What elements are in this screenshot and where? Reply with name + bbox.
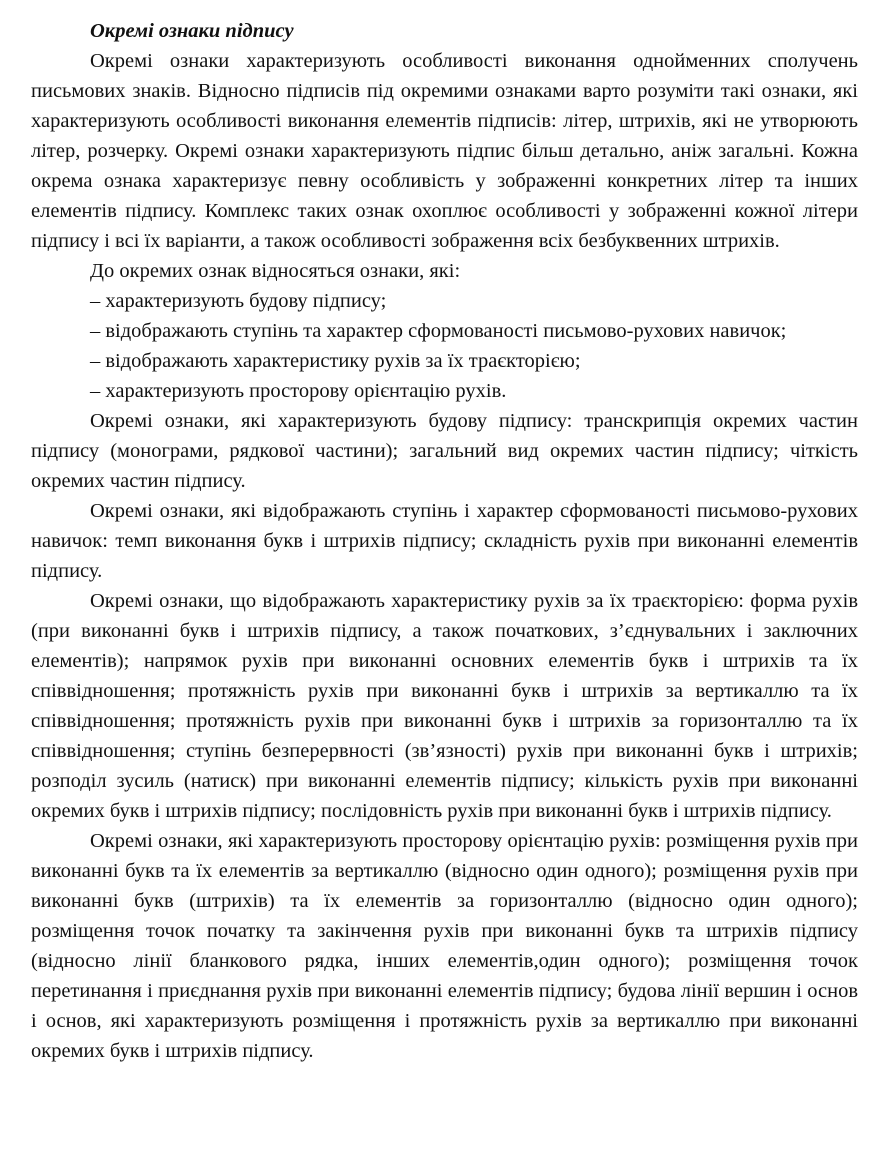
paragraph-intro: Окремі ознаки характеризують особливості виконання однойменних сполучень письмових знаків. Відносно підписів під окремими ознаками варто розуміти такі ознаки, які характеризують особливості виконання елементів підписів: літер, штрихів, які не утворюють літер, розчерку. Окремі ознаки характеризують підпис більш детально, аніж загальні. Кожна окрема ознака характеризує певну особливість у зображенні конкретних літер та інших елементів підпису. Комплекс таких ознак охоплює особливості у зображенні кожної літери підпису і всі їх варіанти, а також особливості зображення всіх безбуквенних штрихів. bbox=[31, 50, 858, 252]
paragraph-structure: Окремі ознаки, які характеризують будову підпису: транскрипція окремих частин підпису (монограми, рядкової частини); загальний вид окремих частин підпису; чіткість окремих частин підпису. bbox=[31, 410, 858, 492]
paragraph-list-intro: До окремих ознак відносяться ознаки, які: bbox=[90, 260, 461, 282]
list-item-trajectory: – відображають характеристику рухів за їх траєкторією; bbox=[90, 350, 581, 372]
section-heading: Окремі ознаки підпису bbox=[90, 20, 294, 42]
list-item-orientation: – характеризують просторову орієнтацію рухів. bbox=[90, 380, 507, 402]
paragraph-skills: Окремі ознаки, які відображають ступінь і характер сформованості письмово-рухових навичок: темп виконання букв і штрихів підпису; складність рухів при виконанні елементів підпису. bbox=[31, 500, 858, 582]
list-item-structure: – характеризують будову підпису; bbox=[90, 290, 387, 312]
paragraph-orientation: Окремі ознаки, які характеризують просторову орієнтацію рухів: розміщення рухів при виконанні букв та їх елементів за вертикаллю (відносно один одного); розміщення рухів при виконанні букв (штрихів) та їх елементів за горизонталлю (відносно один одного); розміщення точок початку та закінчення рухів при виконанні букв та штрихів підпису (відносно лінії бланкового рядка, інших елементів,один одного); розміщення точок перетинання і приєднання рухів при виконанні елементів підпису; будова лінії вершин і основ і основ, які характеризують розміщення і протяжність рухів за вертикаллю при виконанні окремих букв і штрихів підпису. bbox=[31, 830, 858, 1062]
paragraph-trajectory: Окремі ознаки, що відображають характеристику рухів за їх траєкторією: форма рухів (при виконанні букв і штрихів підпису, а також початкових, з’єднувальних і заключних елементів); напрямок рухів при виконанні основних елементів букв і штрихів та їх співвідношення; протяжність рухів при виконанні букв і штрихів за вертикаллю та їх співвідношення; протяжність рухів при виконанні букв і штрихів за горизонталлю та їх співвідношення; ступінь безперервності (зв’язності) рухів при виконанні букв і штрихів; розподіл зусиль (натиск) при виконанні елементів підпису; кількість рухів при виконанні окремих букв і штрихів підпису; послідовність рухів при виконанні букв і штрихів підпису. bbox=[31, 590, 858, 822]
list-item-skills: – відображають ступінь та характер сформованості письмово-рухових навичок; bbox=[90, 320, 787, 342]
